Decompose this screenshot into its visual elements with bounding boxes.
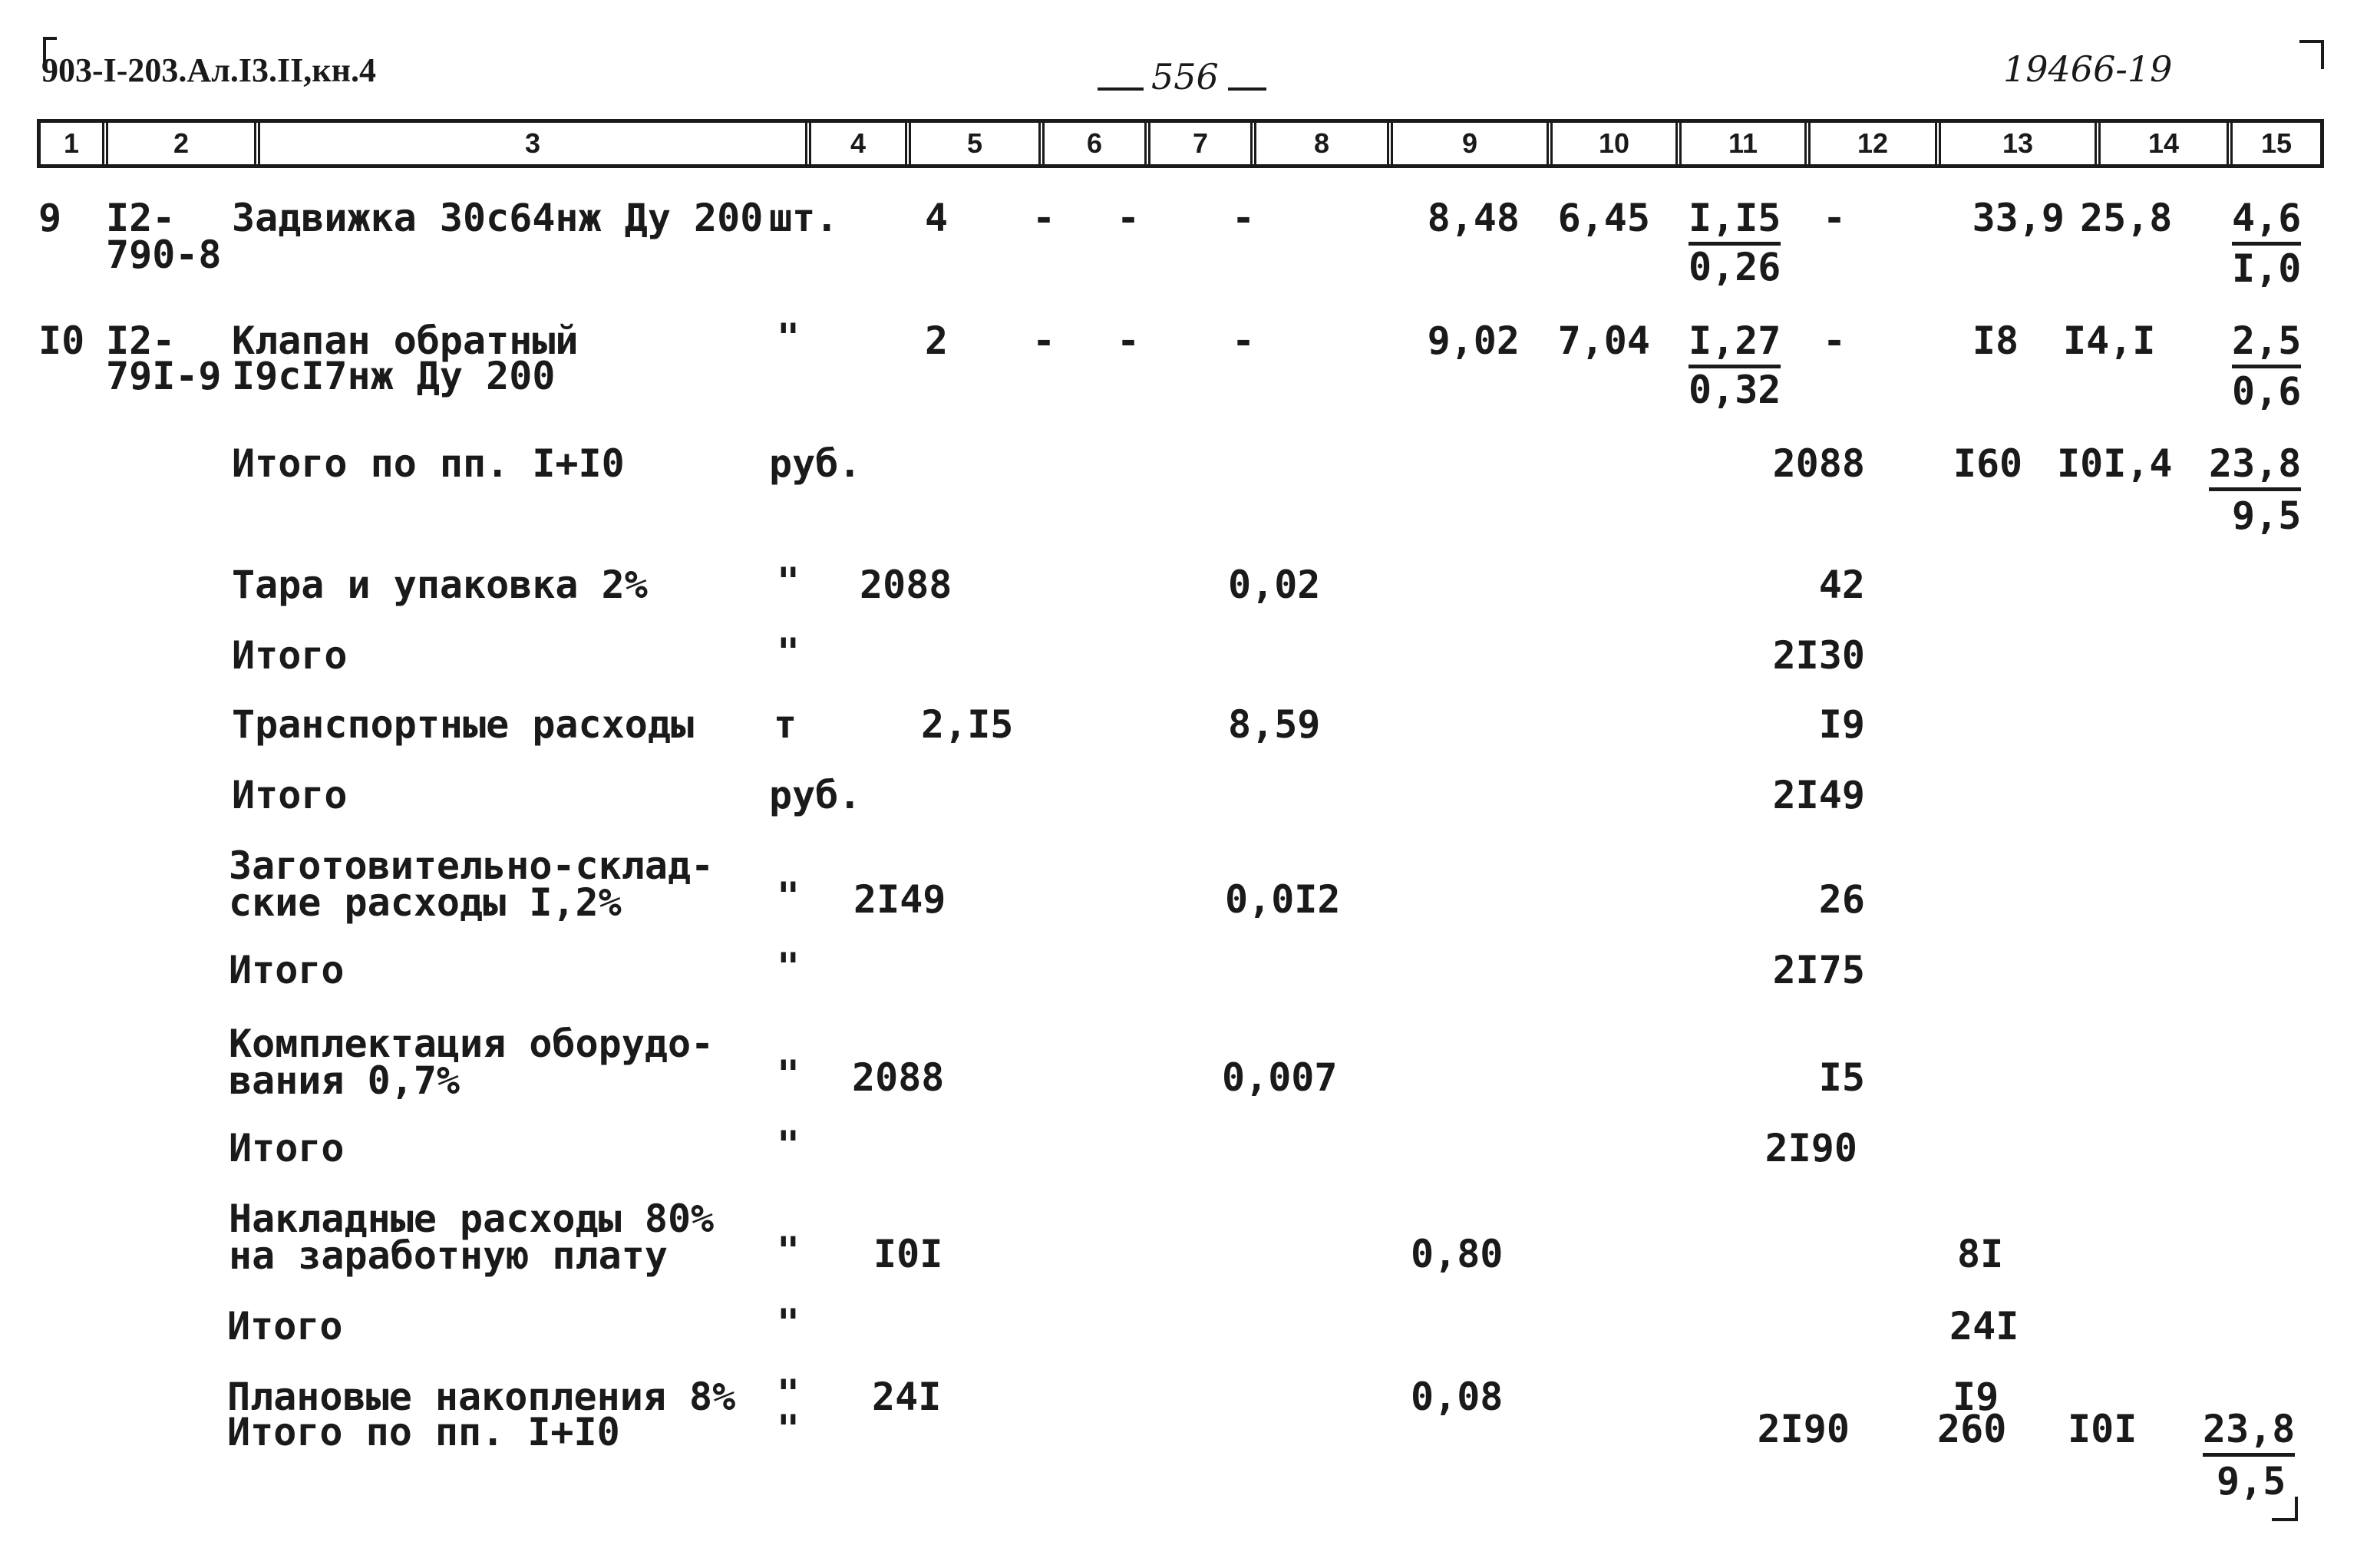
cell-col12: 2I90 [1764, 1126, 1857, 1170]
page-number-dash-right [1228, 87, 1266, 91]
unit: руб. [769, 441, 862, 486]
cell-col8: - [1231, 196, 1256, 240]
page-number: 556 [1151, 56, 1219, 97]
cell-col13: 24I [1949, 1304, 2019, 1348]
unit: " [777, 1301, 801, 1345]
column-header-10: 10 [1598, 127, 1630, 159]
unit: т [774, 702, 797, 747]
row-label: вания 0,7% [229, 1058, 461, 1103]
page-number-dash-left [1098, 87, 1144, 91]
row-number: I0 [38, 319, 85, 363]
item-name: Задвижка 30с64нж Ду 200 [232, 196, 764, 240]
cell-col12: 42 [1818, 563, 1865, 607]
column-number-bar [37, 119, 2324, 168]
cell-col13: I60 [1953, 441, 2023, 486]
price-code: 790-8 [106, 233, 222, 277]
cell-col15-top: 2,5 [2232, 321, 2301, 361]
cell-col13-bottom: 260 [1937, 1407, 2007, 1451]
coefficient: 0,08 [1411, 1375, 1504, 1419]
column-header-3: 3 [524, 127, 541, 159]
column-divider [905, 121, 911, 166]
unit: " [777, 1123, 801, 1167]
cell-col8: - [1231, 319, 1256, 363]
unit: " [777, 560, 801, 604]
column-header-13: 13 [2002, 127, 2034, 159]
column-divider [1547, 121, 1553, 166]
unit: " [777, 945, 801, 989]
column-header-8: 8 [1313, 127, 1330, 159]
row-label: Итого [229, 948, 345, 992]
cell-col11-top: I,27 [1689, 321, 1781, 361]
row-label: Итого [227, 1304, 343, 1348]
base-value: 2088 [852, 1055, 945, 1100]
unit: " [777, 630, 801, 675]
column-divider [2095, 121, 2101, 166]
cell-col9: 9,02 [1427, 319, 1520, 363]
column-header-5: 5 [966, 127, 983, 159]
cell-col13: I8 [1972, 319, 2019, 363]
coefficient: 0,007 [1222, 1055, 1338, 1100]
quantity: 4 [924, 196, 949, 240]
base-value: 24I [872, 1375, 942, 1419]
cell-col10: 6,45 [1557, 196, 1650, 240]
unit: " [777, 874, 801, 919]
cell-col11-top: I,I5 [1689, 198, 1781, 238]
document-code: 903-I-203.Ал.I3.II,кн.4 [41, 51, 376, 89]
column-header-15: 15 [2260, 127, 2293, 159]
cell-col15-top: 23,8 [2203, 1409, 2295, 1449]
base-value: I0I [873, 1232, 943, 1276]
price-code: 79I-9 [106, 354, 222, 398]
column-header-11: 11 [1728, 127, 1758, 159]
column-divider [1144, 121, 1150, 166]
price-code: I2- [106, 319, 176, 363]
cell-col14: 25,8 [2080, 196, 2173, 240]
row-label: Накладные расходы 80% [229, 1197, 715, 1241]
row-label: Итого [232, 773, 348, 817]
column-header-12: 12 [1857, 127, 1889, 159]
unit: " [777, 1052, 801, 1097]
column-header-4: 4 [850, 127, 867, 159]
handwritten-reference: 19466-19 [2003, 48, 2173, 90]
coefficient: 0,80 [1411, 1232, 1504, 1276]
cell-col12: 2088 [1772, 441, 1865, 486]
cell-col15-bottom: I,0 [2232, 246, 2302, 291]
column-divider [1675, 121, 1682, 166]
coefficient: 8,59 [1228, 702, 1321, 747]
row-label: Тара и упаковка 2% [232, 563, 648, 607]
row-label: Комплектация оборудо- [229, 1022, 715, 1066]
row-label: Итого [232, 633, 348, 678]
cell-col12: - [1823, 319, 1847, 363]
column-header-1: 1 [63, 127, 80, 159]
column-divider [1387, 121, 1393, 166]
column-header-14: 14 [2147, 127, 2180, 159]
cell-col12: 2I49 [1772, 773, 1865, 817]
base-value: 2I49 [853, 877, 946, 922]
cell-col10: 7,04 [1557, 319, 1650, 363]
cell-col15-top: 4,6 [2232, 198, 2301, 238]
unit: руб. [769, 773, 862, 817]
column-divider [1250, 121, 1256, 166]
column-divider [102, 121, 108, 166]
cell-col14: I0I,4 [2057, 441, 2173, 486]
unit: шт. [769, 196, 839, 240]
row-label: Итого по пп. I+I0 [227, 1410, 620, 1454]
unit: " [777, 1229, 801, 1273]
item-name: I9cI7нж Ду 200 [232, 354, 556, 398]
cell-col6: - [1032, 319, 1056, 363]
cell-col15-bottom: 9,5 [2232, 494, 2302, 538]
cell-col13: 33,9 [1972, 196, 2065, 240]
row-label: Плановые накопления 8% [227, 1375, 736, 1419]
base-value: 2,I5 [921, 702, 1014, 747]
column-header-7: 7 [1192, 127, 1209, 159]
cell-col11-bottom: 0,32 [1689, 368, 1781, 412]
cell-col15-bottom: 9,5 [2217, 1459, 2286, 1504]
unit: " [777, 315, 801, 360]
cell-col13: 8I [1957, 1232, 2004, 1276]
column-divider [1804, 121, 1811, 166]
column-header-2: 2 [173, 127, 190, 159]
base-value: 2088 [860, 563, 952, 607]
column-divider [2227, 121, 2233, 166]
cell-col14: I0I [2068, 1407, 2137, 1451]
unit: " [777, 1407, 801, 1451]
column-divider [254, 121, 260, 166]
cell-col6: - [1032, 196, 1056, 240]
column-header-6: 6 [1086, 127, 1103, 159]
item-name: Клапан обратный [232, 319, 579, 363]
cell-col11-bottom: 0,26 [1689, 245, 1781, 289]
cell-col7: - [1116, 319, 1141, 363]
row-label: ские расходы I,2% [229, 880, 622, 925]
cell-col12: I5 [1818, 1055, 1865, 1100]
cell-col7: - [1116, 196, 1141, 240]
column-divider [1038, 121, 1045, 166]
cell-col12: 2I30 [1772, 633, 1865, 678]
cell-col9: 8,48 [1427, 196, 1520, 240]
cell-col14: I4,I [2063, 319, 2156, 363]
cell-col15-bottom: 0,6 [2232, 369, 2302, 414]
row-label: на заработную плату [229, 1233, 668, 1278]
row-label: Транспортные расходы [232, 702, 695, 747]
row-number: 9 [38, 196, 62, 240]
quantity: 2 [924, 319, 949, 363]
cell-col12: 2I90 [1757, 1407, 1850, 1451]
unit: " [777, 1372, 801, 1416]
row-label: Итого по пп. I+I0 [232, 441, 625, 486]
price-code: I2- [106, 196, 176, 240]
column-divider [1935, 121, 1941, 166]
cell-col15-top: 23,8 [2209, 444, 2301, 484]
cell-col12: I9 [1818, 702, 1865, 747]
cell-col12: 26 [1818, 877, 1865, 922]
coefficient: 0,02 [1228, 563, 1321, 607]
cell-col13-top: I9 [1953, 1375, 1999, 1419]
column-header-9: 9 [1461, 127, 1478, 159]
coefficient: 0,0I2 [1225, 877, 1341, 922]
row-label: Заготовительно-склад- [229, 843, 715, 888]
cell-col12: 2I75 [1772, 948, 1865, 992]
column-divider [805, 121, 811, 166]
cell-col12: - [1823, 196, 1847, 240]
corner-mark-top-right [2299, 40, 2324, 69]
row-label: Итого [229, 1126, 345, 1170]
